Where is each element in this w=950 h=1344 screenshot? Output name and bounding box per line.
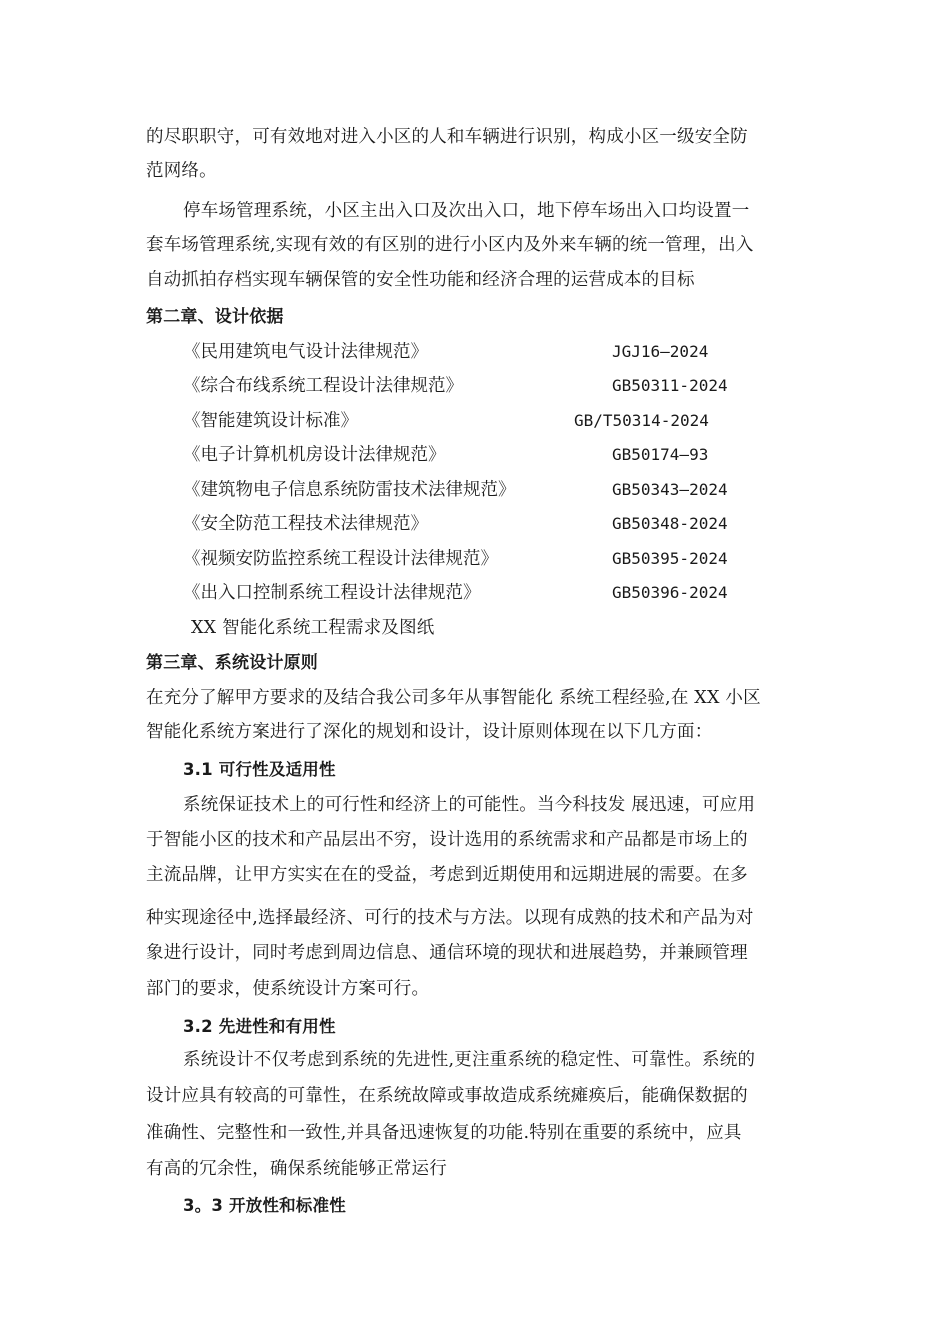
reference-code: GB/T50314-2024	[574, 411, 709, 430]
paragraph-line: 种实现途径中,选择最经济、可行的技术与方法。以现有成熟的技术和产品为对	[146, 908, 754, 928]
chapter-heading: 第二章、设计依据	[146, 307, 284, 327]
reference-title: 《综合布线系统工程设计法律规范》	[183, 376, 463, 396]
paragraph-line: 智能化系统方案进行了深化的规划和设计，设计原则体现在以下几方面：	[146, 722, 713, 742]
paragraph-line: 系统保证技术上的可行性和经济上的可能性。当今科技发 展迅速，可应用	[183, 795, 756, 815]
paragraph-line: 停车场管理系统，小区主出入口及次出入口，地下停车场出入口均设置一	[183, 201, 750, 221]
chapter-heading: 第三章、系统设计原则	[146, 653, 318, 673]
paragraph-line: 自动抓拍存档实现车辆保管的安全性功能和经济合理的运营成本的目标	[146, 270, 695, 290]
reference-code: GB50348-2024	[612, 514, 728, 533]
paragraph-line: 准确性、完整性和一致性,并具备迅速恢复的功能.特别在重要的系统中，应具	[146, 1123, 742, 1143]
reference-code: GB50396-2024	[612, 583, 728, 602]
section-heading: 3。3 开放性和标准性	[183, 1196, 346, 1215]
paragraph-line: 设计应具有较高的可靠性，在系统故障或事故造成系统瘫痪后，能确保数据的	[146, 1086, 748, 1106]
reference-title: 《智能建筑设计标准》	[183, 411, 358, 431]
reference-title: 《电子计算机机房设计法律规范》	[183, 445, 446, 465]
reference-code: GB50311-2024	[612, 376, 728, 395]
reference-title: 《安全防范工程技术法律规范》	[183, 514, 428, 534]
reference-code: GB50343—2024	[612, 480, 728, 499]
reference-title: 《建筑物电子信息系统防雷技术法律规范》	[183, 480, 516, 500]
paragraph-line: 套车场管理系统,实现有效的有区别的进行小区内及外来车辆的统一管理，出入	[146, 235, 754, 255]
section-heading: 3.1 可行性及适用性	[183, 760, 336, 779]
reference-code: JGJ16—2024	[612, 342, 709, 361]
paragraph-line: 的尽职职守，可有效地对进入小区的人和车辆进行识别，构成小区一级安全防	[146, 127, 748, 147]
reference-title: 《视频安防监控系统工程设计法律规范》	[183, 549, 498, 569]
reference-code: GB50395-2024	[612, 549, 728, 568]
reference-code: GB50174—93	[612, 445, 709, 464]
paragraph-line: 于智能小区的技术和产品层出不穷，设计选用的系统需求和产品都是市场上的	[146, 830, 748, 850]
paragraph-line: 象进行设计，同时考虑到周边信息、通信环境的现状和进展趋势，并兼顾管理	[146, 943, 748, 963]
reference-extra: XX 智能化系统工程需求及图纸	[191, 618, 435, 638]
section-heading: 3.2 先进性和有用性	[183, 1017, 336, 1036]
paragraph-line: 在充分了解甲方要求的及结合我公司多年从事智能化 系统工程经验,在 XX 小区	[146, 688, 761, 708]
paragraph-line: 范网络。	[146, 161, 217, 181]
paragraph-line: 有高的冗余性，确保系统能够正常运行	[146, 1159, 447, 1179]
paragraph-line: 系统设计不仅考虑到系统的先进性,更注重系统的稳定性、可靠性。系统的	[183, 1050, 756, 1070]
paragraph-line: 主流品牌，让甲方实实在在的受益，考虑到近期使用和远期进展的需要。在多	[146, 865, 748, 885]
paragraph-line: 部门的要求，使系统设计方案可行。	[146, 979, 430, 999]
reference-title: 《民用建筑电气设计法律规范》	[183, 342, 428, 362]
reference-title: 《出入口控制系统工程设计法律规范》	[183, 583, 481, 603]
